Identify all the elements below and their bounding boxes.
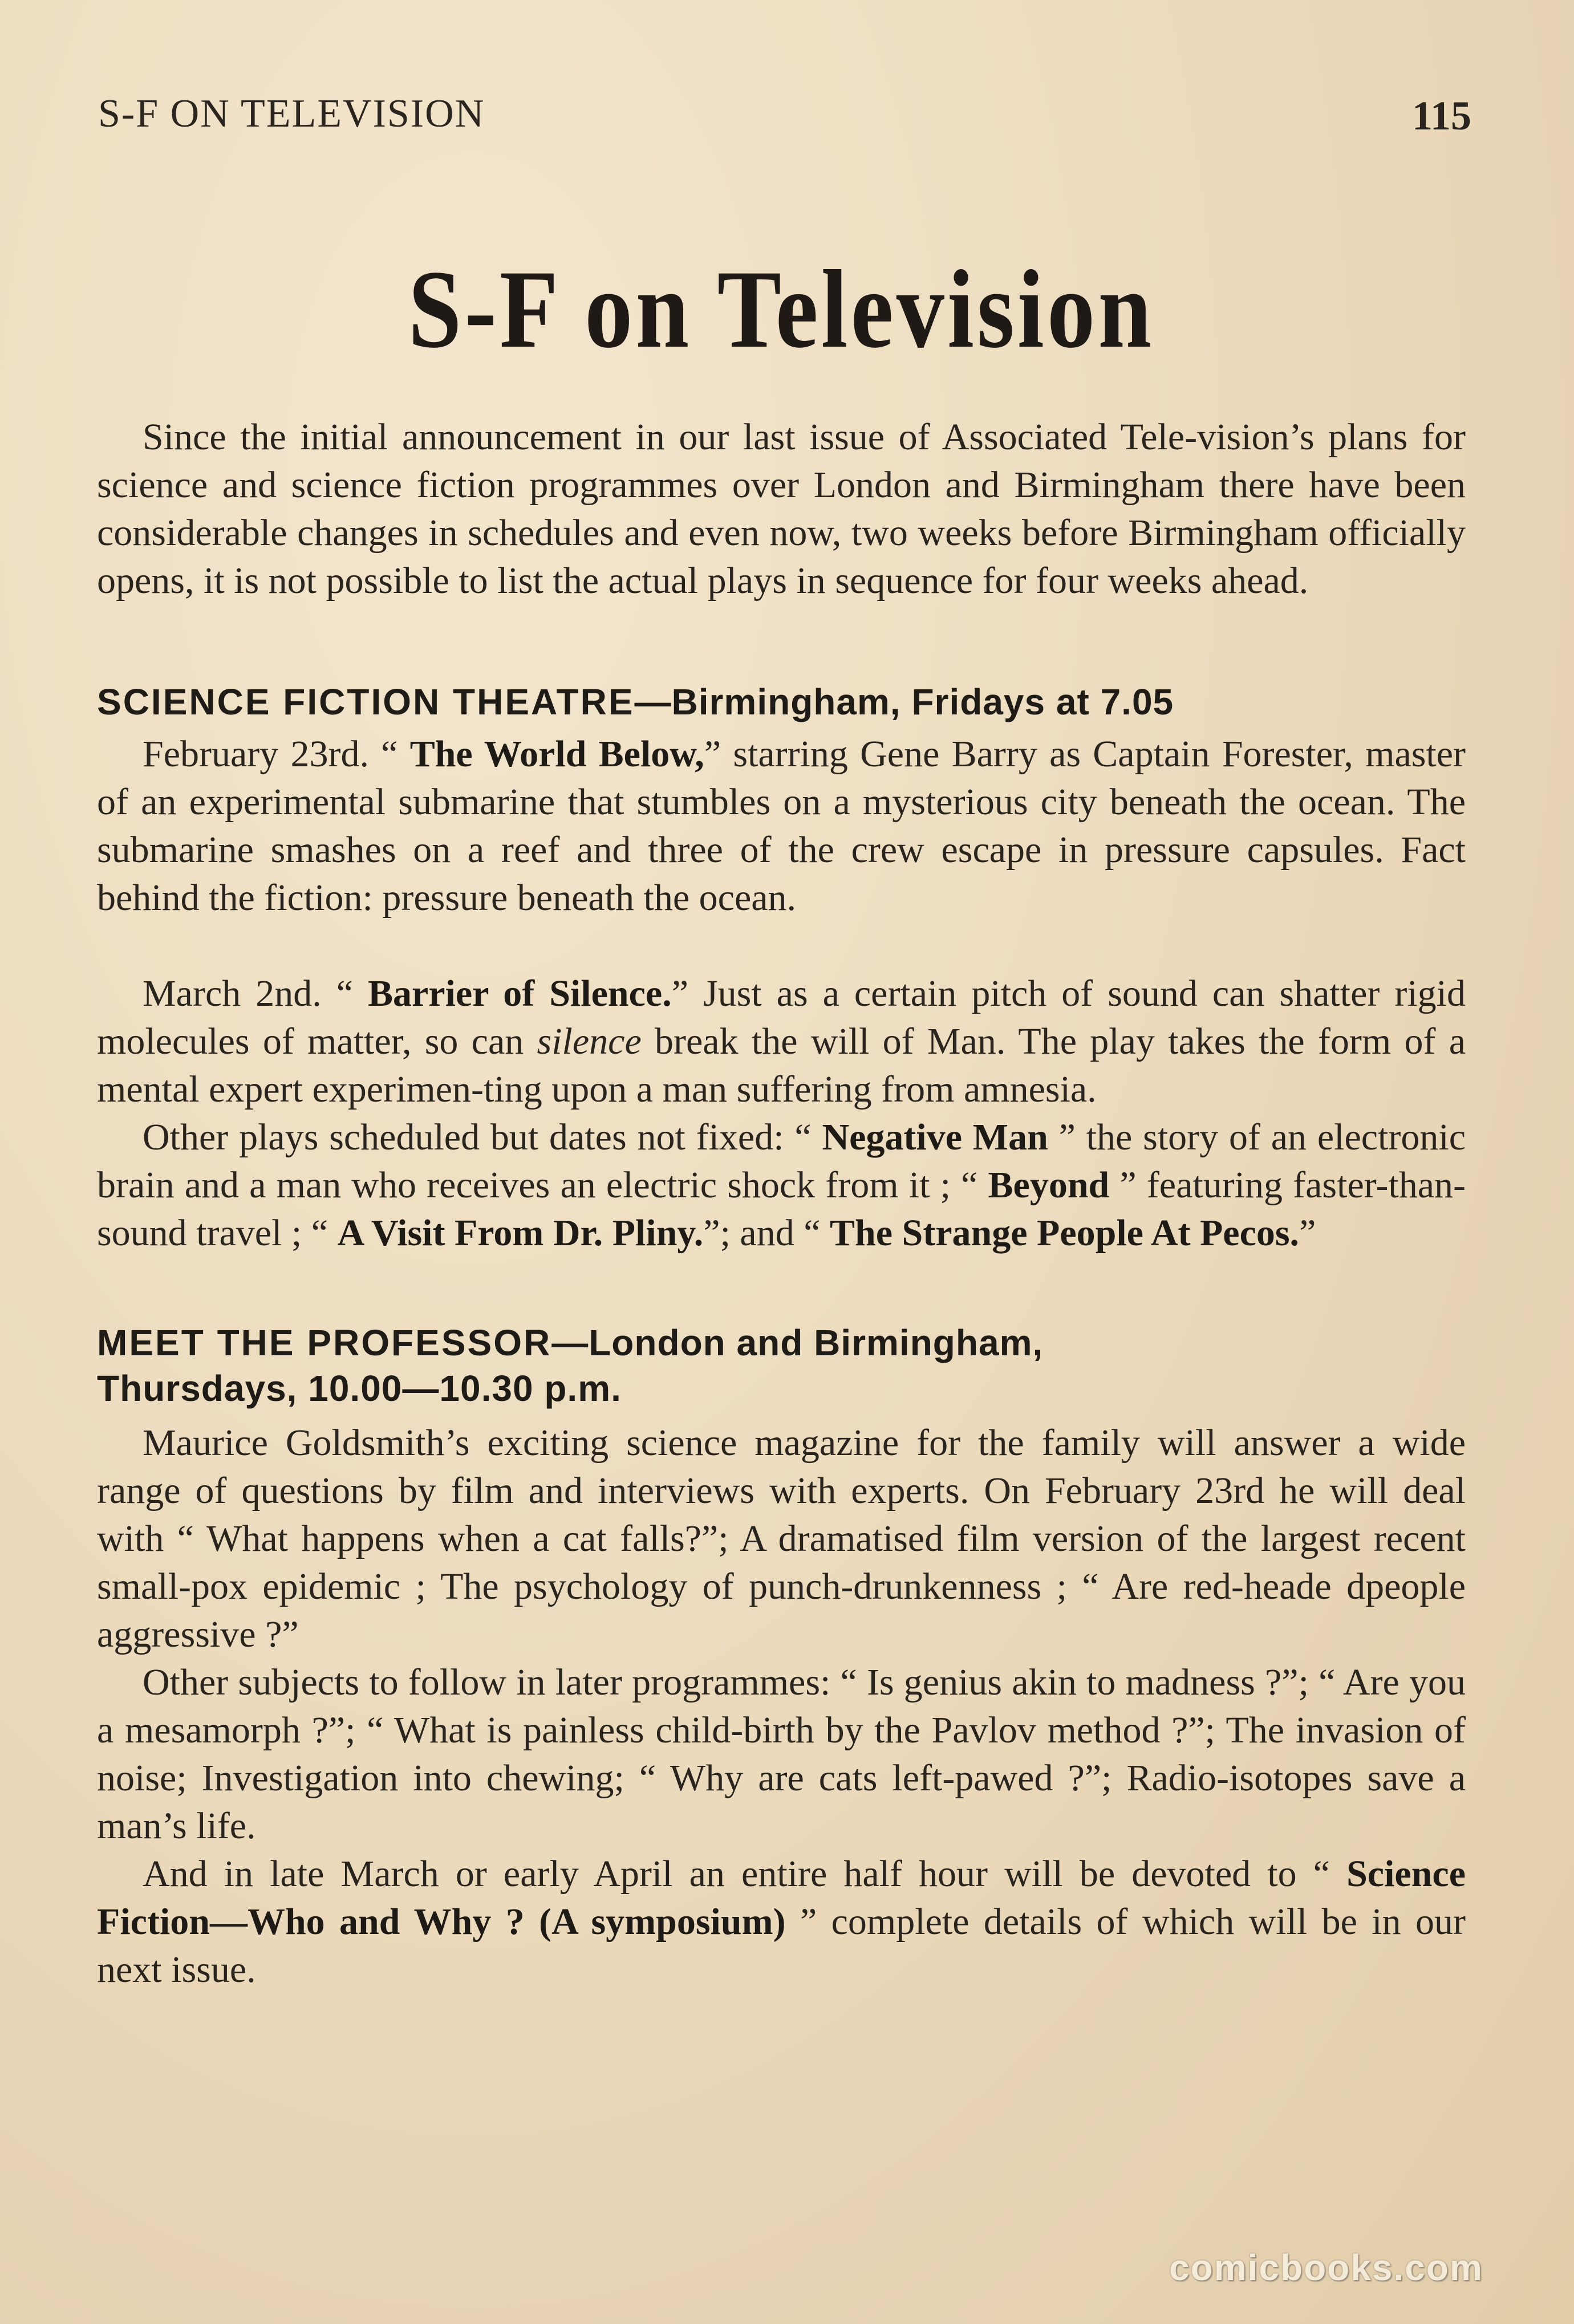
section-heading-detail: —London and Birmingham,: [551, 1322, 1044, 1363]
section-heading-name: MEET THE PROFESSOR: [97, 1322, 552, 1363]
listing-text: starring Gene Barry as Captain Forester, master of an experimental submarine that stumbles on a mysterious city beneath the ocean. The submarine smashes on a reef and three of the crew escape in pressure capsules. Fact behind the fiction: pressure beneath the ocean.: [97, 733, 1466, 919]
text-run: ”: [1299, 1212, 1316, 1254]
listing-date: February 23rd.: [143, 733, 369, 775]
text-run: ” the story of an electronic brain and a man who receives an electric shock from it ; “: [97, 1116, 1466, 1206]
page-number: 115: [1411, 93, 1471, 139]
magazine-page: [97, 86, 1471, 1994]
play-title: Beyond: [988, 1164, 1110, 1206]
play-title: Negative Man: [822, 1116, 1048, 1158]
italic-word: silence: [537, 1021, 642, 1062]
quote-mark: ”: [704, 733, 721, 775]
program-title: Science Fiction—Who and Why ? (A symposium): [97, 1853, 1466, 1943]
listing-barrier-of-silence: [97, 970, 1466, 1114]
play-title: A Visit From Dr. Pliny.: [337, 1212, 704, 1254]
quote-mark: “: [336, 973, 353, 1014]
text-run: And in late March or early April an entire half hour will be devoted to “: [143, 1853, 1347, 1895]
section-heading-name: SCIENCE FICTION THEATRE: [97, 681, 635, 722]
text-run: ” featuring faster-than-sound travel ; “: [97, 1164, 1466, 1254]
play-title: The World Below,: [409, 733, 704, 775]
text-run: ” complete details of which will be in our next issue.: [97, 1901, 1466, 1990]
professor-intro-paragraph: Maurice Goldsmith’s exciting science magazine for the family will answer a wide range of questions by film and interviews with experts. On February 23rd he will deal with “ What happens when a cat falls?”; A dramatised film version of the largest recent small-pox epidemic ; The psychology of punch-drunkenness ; “ Are red-heade dpeople aggressive ?”: [97, 1422, 1466, 1655]
play-title: The Strange People At Pecos.: [830, 1212, 1300, 1254]
running-head: [97, 86, 1471, 154]
section-heading-sf-theatre: [97, 679, 1466, 725]
text-run: ”; and “: [703, 1212, 830, 1254]
article-title: S-F on Television: [408, 247, 1155, 371]
other-plays-paragraph: [97, 1114, 1466, 1257]
play-title: Barrier of Silence.: [367, 973, 672, 1014]
section-heading-professor: [97, 1320, 1466, 1366]
quote-mark: “: [381, 733, 398, 775]
listing-date: March 2nd.: [143, 973, 322, 1014]
section-heading-schedule: Thursdays, 10.00—10.30 p.m.: [97, 1368, 622, 1409]
site-watermark: comicbooks.com: [1169, 2247, 1483, 2288]
symposium-paragraph: [97, 1850, 1466, 1994]
running-title: S-F ON TELEVISION: [98, 92, 485, 136]
listing-world-below: [97, 730, 1466, 922]
listing-text: Just as a certain pitch of sound can shatter rigid molecules of matter, so can: [97, 973, 1466, 1062]
text-run: Other plays scheduled but dates not fixed: “: [143, 1116, 822, 1158]
quote-mark: ”: [671, 973, 688, 1014]
intro-paragraph: Since the initial announcement in our last issue of Associated Tele-vision’s plans for science and science fiction programmes over London and Birmingham there have been considerable changes in schedules and even now, two weeks before Birmingham officially opens, it is not possible to list the actual plays in sequence for four weeks ahead.: [97, 416, 1466, 602]
professor-subjects-paragraph: Other subjects to follow in later programmes: “ Is genius akin to madness ?”; “ Are you a mesamorph ?”; “ What is painless child-birth by the Pavlov method ?”; The invasion of noise; Investigation into chewing; “ Why are cats left-pawed ?”; Radio-isotopes save a man’s life.: [97, 1661, 1466, 1847]
section-heading-detail: —Birmingham, Fridays at 7.05: [634, 681, 1174, 722]
listing-text: break the will of Man. The play takes the form of a mental expert experimen-ting upon a man suffering from amnesia.: [97, 1021, 1466, 1110]
